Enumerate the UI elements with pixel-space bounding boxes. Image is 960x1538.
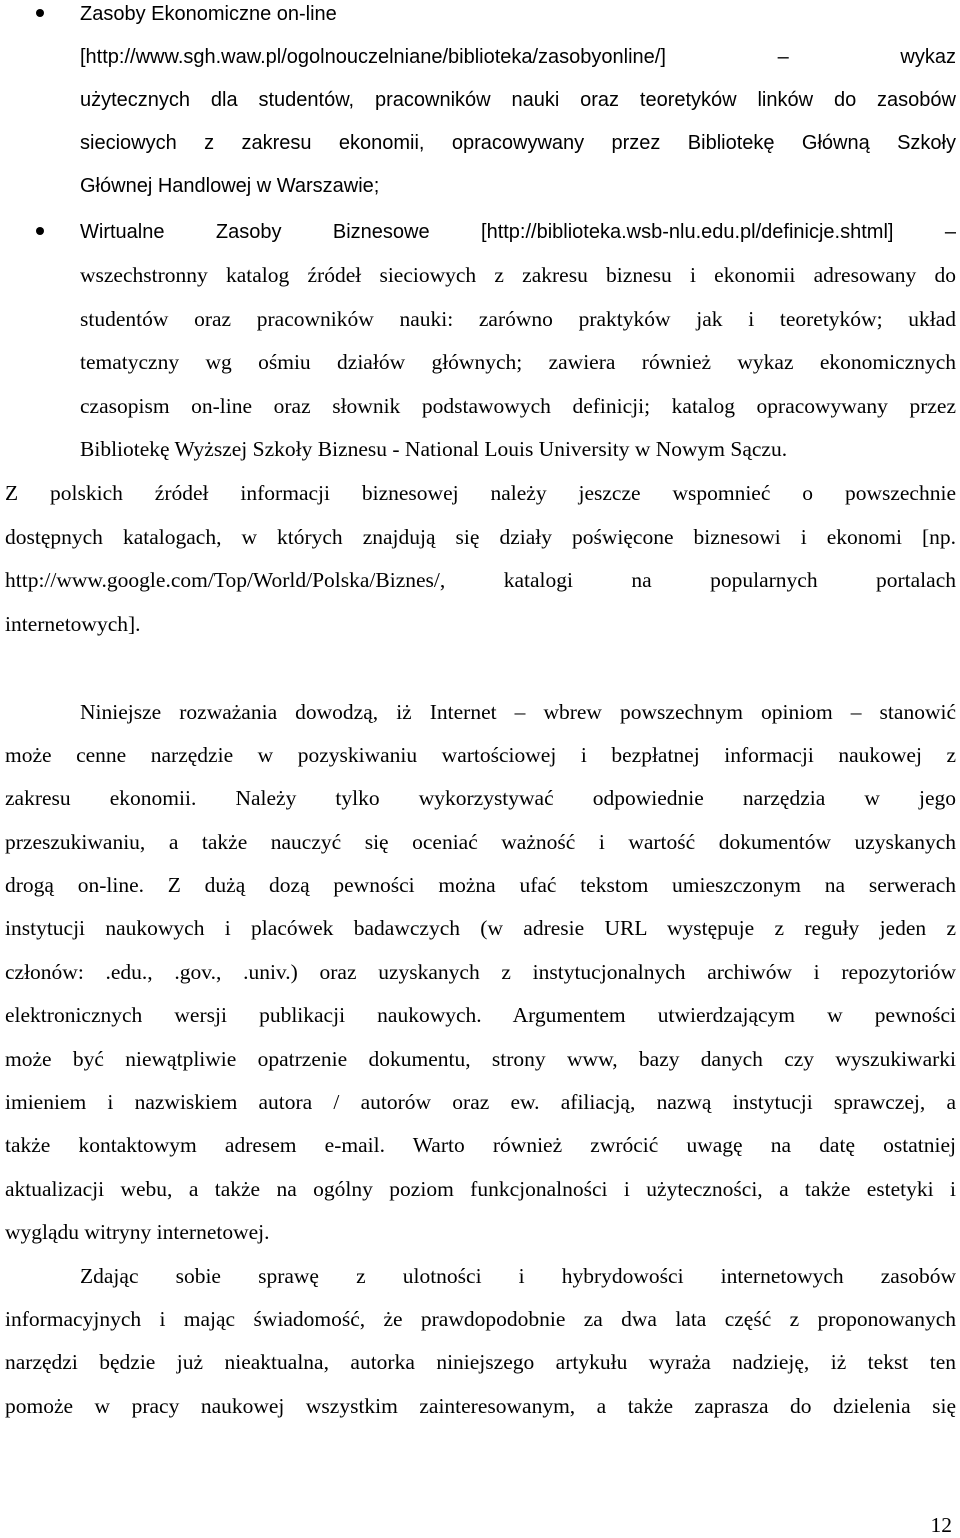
page-number: 12 xyxy=(930,1513,952,1537)
paragraph-line: imieniem i nazwiskiem autora / autorów oraz ew. afiliacją, nazwą instytucji sprawczej, a xyxy=(5,1090,956,1114)
paragraph-line: internetowych]. xyxy=(5,612,141,636)
bullet-dot xyxy=(36,227,44,235)
bullet2-line: czasopism on-line oraz słownik podstawowych definicji; katalog opracowywany przez xyxy=(80,394,956,418)
paragraph-line: aktualizacji webu, a także na ogólny poziom funkcjonalności i użyteczności, a także estetyki i xyxy=(5,1177,956,1201)
paragraph-line: dostępnych katalogach, w których znajdują się działy poświęcone biznesowi i ekonomi [np. xyxy=(5,525,956,549)
bullet-dot xyxy=(36,9,44,17)
bullet2-line: wszechstronny katalog źródeł sieciowych z zakresu biznesu i ekonomii adresowany do xyxy=(80,263,956,287)
bullet1-line: sieciowych z zakresu ekonomii, opracowywany przez Bibliotekę Główną Szkoły xyxy=(80,132,956,154)
bullet2-title: Wirtualne Zasoby Biznesowe [http://biblioteka.wsb-nlu.edu.pl/definicje.shtml] – xyxy=(80,221,956,243)
bullet1-title: Zasoby Ekonomiczne on-line xyxy=(80,3,337,25)
paragraph-line: wyglądu witryny internetowej. xyxy=(5,1220,270,1244)
bullet2-line: Bibliotekę Wyższej Szkoły Biznesu - National Louis University w Nowym Sączu. xyxy=(80,437,788,461)
paragraph-line: narzędzi będzie już nieaktualna, autorka niniejszego artykułu wyraża nadzieję, iż tekst ten xyxy=(5,1350,956,1374)
paragraph-line: zakresu ekonomii. Należy tylko wykorzystywać odpowiednie narzędzia w jego xyxy=(5,786,956,810)
paragraph-line: drogą on-line. Z dużą dozą pewności można ufać tekstom umieszczonym na serwerach xyxy=(5,873,956,897)
bullet1-line: [http://www.sgh.waw.pl/ogolnouczelniane/biblioteka/zasobyonline/] – wykaz xyxy=(80,46,956,68)
paragraph-line: instytucji naukowych i placówek badawczych (w adresie URL występuje z reguły jeden z xyxy=(5,916,956,940)
paragraph-first-line: Zdając sobie sprawę z ulotności i hybrydowości internetowych zasobów xyxy=(80,1264,956,1288)
bullet1-line: Głównej Handlowej w Warszawie; xyxy=(80,175,380,197)
paragraph-line: pomoże w pracy naukowej wszystkim zainteresowanym, a także zaprasza do dzielenia się xyxy=(5,1394,956,1418)
bullet2-line: studentów oraz pracowników nauki: zarówno praktyków jak i teoretyków; układ xyxy=(80,307,956,331)
paragraph-line: może cenne narzędzie w pozyskiwaniu wartościowej i bezpłatnej informacji naukowej z xyxy=(5,743,956,767)
paragraph-line: informacyjnych i mając świadomość, że prawdopodobnie za dwa lata część z proponowanych xyxy=(5,1307,956,1331)
paragraph-line: Z polskich źródeł informacji biznesowej należy jeszcze wspomnieć o powszechnie xyxy=(5,481,956,505)
paragraph-line: przeszukiwaniu, a także nauczyć się oceniać ważność i wartość dokumentów uzyskanych xyxy=(5,830,956,854)
paragraph-line: członów: .edu., .gov., .univ.) oraz uzyskanych z instytucjonalnych archiwów i repozytoriów xyxy=(5,960,956,984)
paragraph-first-line: Niniejsze rozważania dowodzą, iż Internet – wbrew powszechnym opiniom – stanowić xyxy=(80,700,956,724)
bullet2-line: tematyczny wg ośmiu działów głównych; zawiera również wykaz ekonomicznych xyxy=(80,350,956,374)
paragraph-line: także kontaktowym adresem e-mail. Warto również zwrócić uwagę na datę ostatniej xyxy=(5,1133,956,1157)
paragraph-line: http://www.google.com/Top/World/Polska/Biznes/, katalogi na popularnych portalach xyxy=(5,568,956,592)
paragraph-line: elektronicznych wersji publikacji naukowych. Argumentem utwierdzającym w pewności xyxy=(5,1003,956,1027)
paragraph-line: może być niewątpliwie opatrzenie dokumentu, strony www, bazy danych czy wyszukiwarki xyxy=(5,1047,956,1071)
bullet1-line: użytecznych dla studentów, pracowników nauki oraz teoretyków linków do zasobów xyxy=(80,89,956,111)
